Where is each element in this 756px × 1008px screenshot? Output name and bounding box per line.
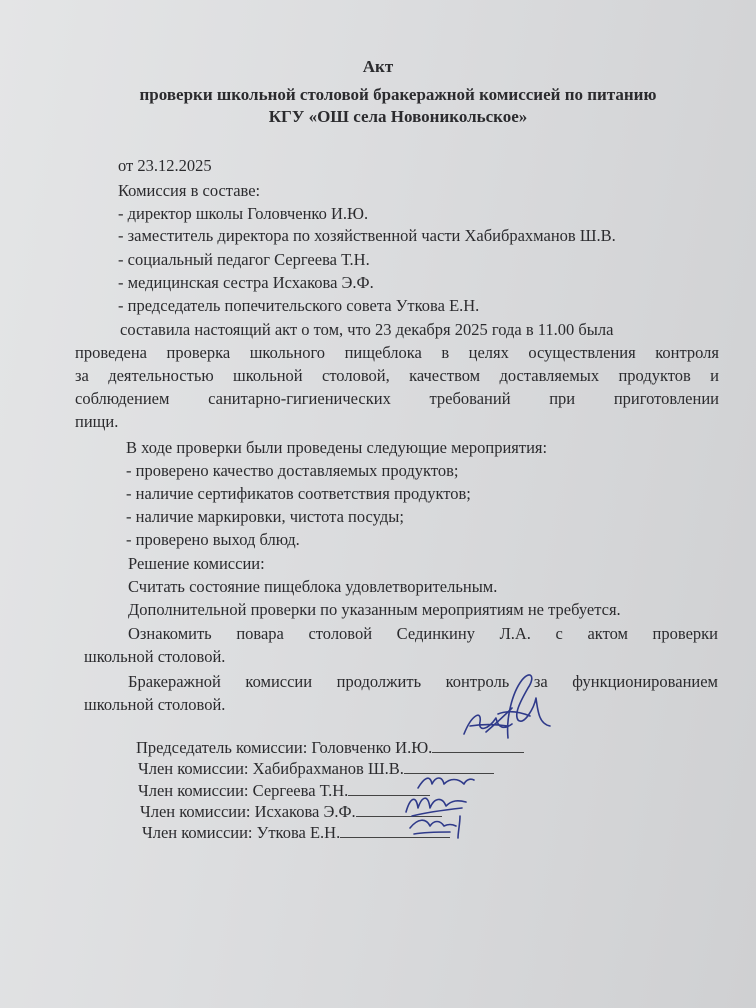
member-item: - председатель попечительского совета Уткова Е.Н. — [118, 296, 480, 315]
measure-item: - проверено качество доставляемых продуктов; — [126, 461, 459, 480]
measures-intro: В ходе проверки были проведены следующие мероприятия: — [126, 438, 548, 457]
decision-line: Считать состояние пищеблока удовлетворительным. — [128, 577, 498, 596]
member-item: - директор школы Головченко И.Ю. — [118, 204, 369, 223]
document-subtitle: проверки школьной столовой бракеражной комиссией по питанию — [139, 85, 657, 104]
signature-label: Член комиссии: Сергеева Т.Н. — [138, 781, 349, 800]
decision-line: Бракеражной комиссии продолжить контроль за функционированием — [128, 672, 718, 691]
signature-khabibrakhmanov-icon — [458, 704, 518, 744]
body-line: за деятельностью школьной столовой, качеством доставляемых продуктов и — [75, 366, 719, 385]
date-line: от 23.12.2025 — [118, 156, 212, 175]
body-line: составила настоящий акт о том, что 23 декабря 2025 года в 11.00 была — [120, 320, 614, 339]
member-item: - заместитель директора по хозяйственной части Хабибрахманов Ш.В. — [118, 226, 616, 245]
decision-line: Дополнительной проверки по указанным мероприятиям не требуется. — [128, 600, 621, 619]
body-line: соблюдением санитарно-гигиенических требований при приготовлении — [75, 389, 719, 408]
body-line: проведена проверка школьного пищеблока в целях осуществления контроля — [75, 343, 719, 362]
measure-item: - наличие сертификатов соответствия продуктов; — [126, 484, 471, 503]
signature-row — [138, 781, 430, 801]
body-line: пищи. — [75, 412, 119, 431]
signature-utkova-icon — [404, 812, 468, 842]
decision-line: школьной столовой. — [84, 695, 226, 714]
organization-name: КГУ «ОШ села Новоникольское» — [268, 107, 528, 126]
signature-label: Член комиссии: Исхакова Э.Ф. — [140, 802, 356, 821]
member-item: - социальный педагог Сергеева Т.Н. — [118, 250, 370, 269]
commission-intro: Комиссия в составе: — [118, 181, 261, 200]
member-item: - медицинская сестра Исхакова Э.Ф. — [118, 273, 374, 292]
measure-item: - наличие маркировки, чистота посуды; — [126, 507, 404, 526]
signature-row — [140, 802, 442, 822]
signature-line — [432, 751, 524, 753]
signature-label: Член комиссии: Уткова Е.Н. — [142, 823, 341, 842]
decision-line: школьной столовой. — [84, 647, 226, 666]
signature-label: Член комиссии: Хабибрахманов Ш.В. — [138, 759, 404, 778]
signature-label: Председатель комиссии: Головченко И.Ю. — [136, 738, 433, 757]
measure-item: - проверено выход блюд. — [126, 530, 300, 549]
decision-title: Решение комиссии: — [128, 554, 265, 573]
decision-line: Ознакомить повара столовой Сединкину Л.А. с актом проверки — [128, 624, 718, 643]
document-title: Акт — [362, 57, 394, 76]
